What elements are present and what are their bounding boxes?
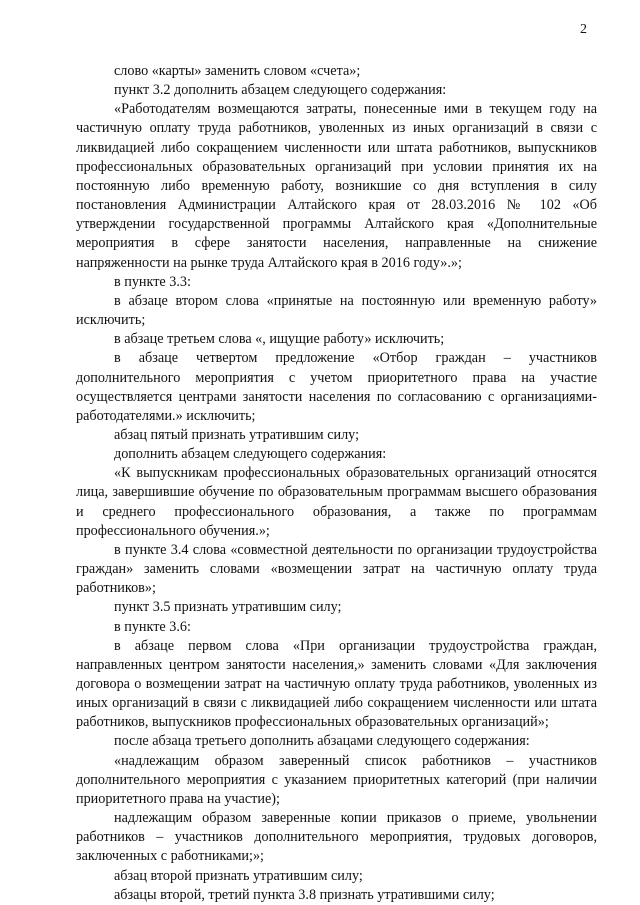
paragraph: в абзаце четвертом предложение «Отбор граждан – участников дополнительного мероприятия с учетом приоритетного права на участие осуществляется центрами занятости населения по согласованию с организациями-работодателями.» исключить;: [76, 350, 597, 424]
paragraph: «надлежащим образом заверенный список работников – участников дополнительного мероприятия с указанием приоритетных категорий (при наличии приоритетного права на участие);: [76, 752, 597, 807]
paragraph: абзацы второй, третий пункта 3.8 признать утратившими силу;: [114, 886, 495, 903]
paragraph: в абзаце третьем слова «, ищущие работу» исключить;: [114, 331, 445, 348]
paragraph: абзац второй признать утратившим силу;: [114, 867, 363, 884]
page-number: 2: [580, 22, 587, 37]
paragraph: в пункте 3.3:: [114, 273, 191, 290]
paragraph: пункт 3.2 дополнить абзацем следующего содержания:: [114, 82, 447, 99]
paragraph: надлежащим образом заверенные копии приказов о приеме, увольнении работников – участников дополнительного мероприятия, трудовых договоров, заключенных с работниками;»;: [76, 810, 597, 865]
document-body: [76, 62, 597, 905]
paragraph: «Работодателям возмещаются затраты, понесенные ими в текущем году на частичную оплату труда работников, уволенных из иных организаций в связи с ликвидацией либо сокращением численности или штата работников, выпускников профессиональных образовательных организаций при условии принятия их на постоянную либо временную работу, возникшие со дня вступления в силу постановления Администрации Алтайского края от 28.03.2016 № 102 «Об утверждении государственной программы Алтайского края «Дополнительные мероприятия в сфере занятости населения, направленные на снижение напряженности на рынке труда Алтайского края в 2016 году».»;: [76, 101, 597, 271]
paragraph: пункт 3.5 признать утратившим силу;: [114, 599, 342, 616]
paragraph: слово «карты» заменить словом «счета»;: [114, 63, 361, 79]
paragraph: в абзаце втором слова «принятые на постоянную или временную работу» исключить;: [76, 292, 597, 329]
paragraph: «К выпускникам профессиональных образовательных организаций относятся лица, завершившие обучение по образовательным программам высшего образования и среднего профессионального образования, а также по программам профессионального обучения.»;: [76, 465, 597, 539]
paragraph: в пункте 3.4 слова «совместной деятельности по организации трудоустройства граждан» заменить словами «возмещении затрат на частичную оплату труда работников»;: [76, 541, 597, 597]
paragraph: после абзаца третьего дополнить абзацами следующего содержания:: [114, 733, 530, 750]
paragraph: в абзаце первом слова «При организации трудоустройства граждан, направленных центром занятости населения,» заменить словами «Для заключения договора о возмещении затрат на частичную оплату труда работников, уволенных из иных организаций в связи с ликвидацией либо сокращением численности или штата работников, выпускников профессиональных образовательных организаций»;: [76, 637, 597, 731]
paragraph: в пункте 3.6:: [114, 618, 191, 635]
paragraph: абзац пятый признать утратившим силу;: [114, 426, 360, 443]
paragraph: дополнить абзацем следующего содержания:: [114, 446, 387, 463]
